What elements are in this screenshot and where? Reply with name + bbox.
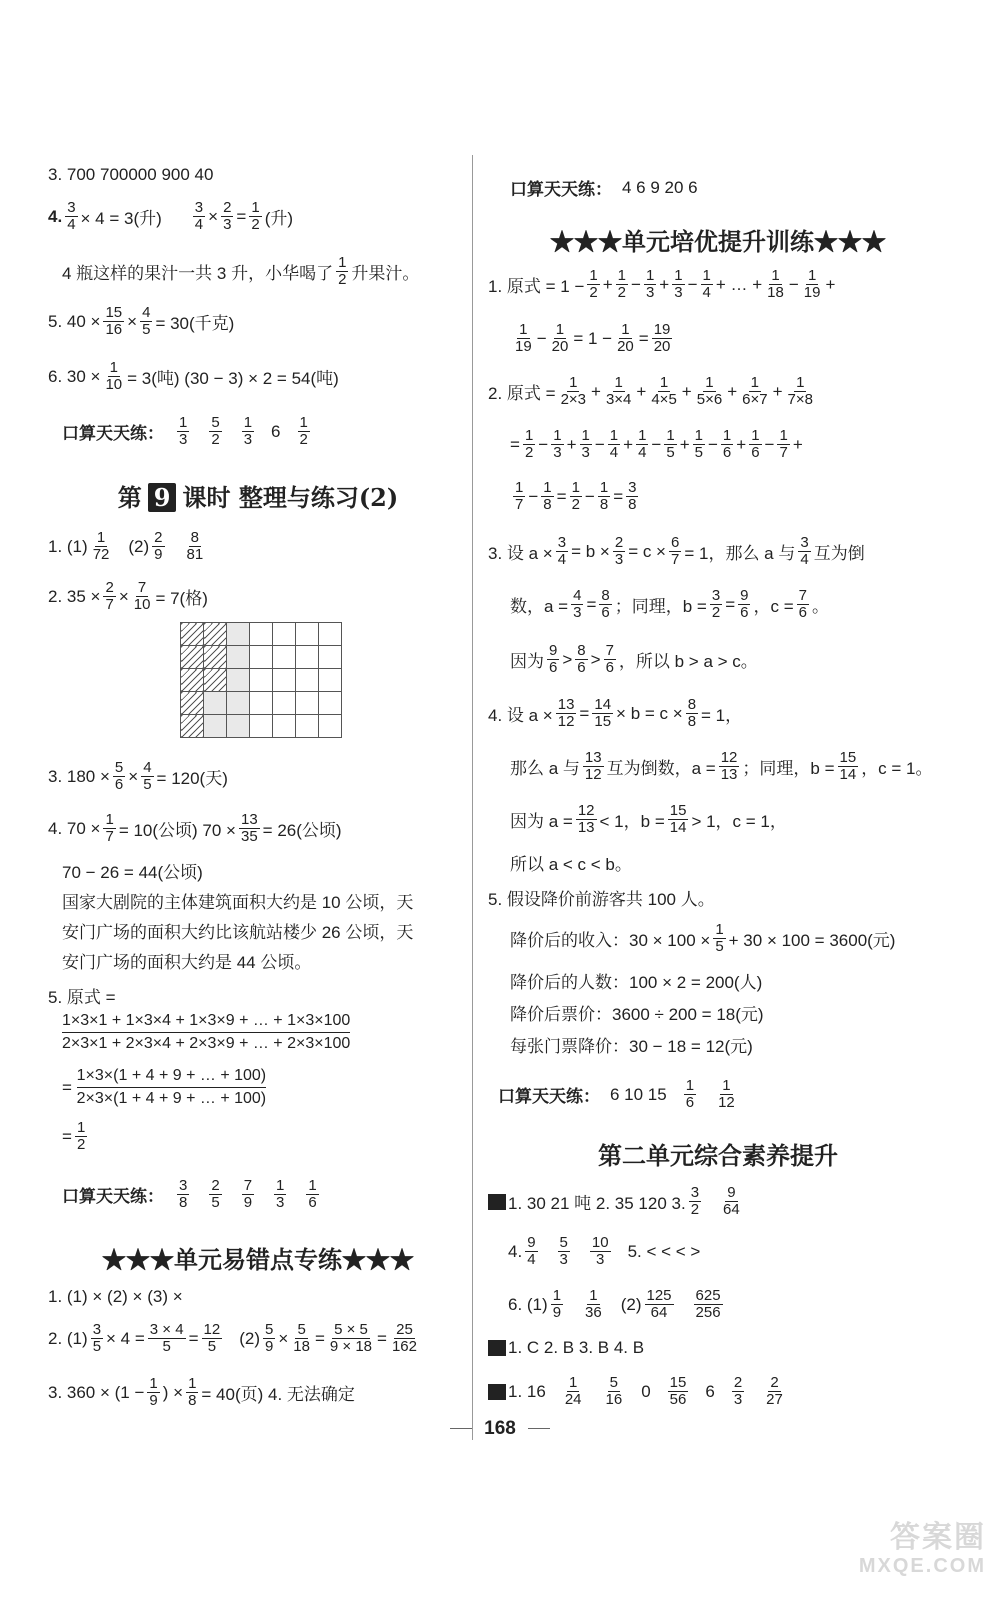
- section-two-icon: [488, 1340, 506, 1356]
- error-q2: 2. (1) $\frac{3}{5}$ × 4 = $\frac{3 \times 4}{5}$ = $\frac{12}{5}$ (2) $\frac{5}{9}$ × $\frac{5}{18}$ = $\frac{5 \times 5}{9 \times 18}$ = $\frac{25}{162}$: [48, 1321, 417, 1355]
- comprehensive-heading: 第二单元综合素养提升: [598, 1141, 838, 1170]
- lesson-q4-line2: 70 − 26 = 44(公顷): [62, 863, 203, 882]
- unit-q1-line2: $\frac{1}{19}$ − $\frac{1}{20}$ = 1 − $\frac{1}{20}$ = $\frac{19}{20}$: [515, 321, 671, 355]
- unit-q4-line2: 那么 a 与 $\frac{13}{12}$ 互为倒数，a = $\frac{12}{13}$ ；同理，b = $\frac{15}{14}$ ，c = 1。: [510, 749, 933, 783]
- error-q3: 3. 360 × (1 − $\frac{1}{9}$ ) × $\frac{1}{8}$ = 40(页) 4. 无法确定: [48, 1375, 355, 1409]
- section-one-icon: [488, 1194, 506, 1210]
- answer-6: 6. 30 × $\frac{1}{10}$ = 3(吨) (30 − 3) × 2 = 54(吨): [48, 359, 339, 393]
- unit-q5-line3: 降价后的人数：100 × 2 = 200(人): [510, 973, 763, 992]
- lesson-heading: 第 9 课时 整理与练习(2): [117, 483, 399, 512]
- section-three-icon: [488, 1384, 506, 1400]
- lesson-q2: 2. 35 × $\frac{2}{7}$ × $\frac{7}{10}$ = 7(格): [48, 579, 208, 613]
- lesson-q1: 1. (1) $\frac{1}{72}$ (2) $\frac{2}{9}$ $\frac{8}{81}$: [48, 529, 204, 563]
- lesson-q3: 3. 180 × $\frac{5}{6}$ × $\frac{4}{5}$ = 120(天): [48, 759, 228, 793]
- lesson-q4: 4. 70 × $\frac{1}{7}$ = 10(公顷) 70 × $\frac{13}{35}$ = 26(公顷): [48, 811, 342, 845]
- watermark-logo: 答案圈: [890, 1521, 986, 1554]
- unit-q3-line3: 因为 $\frac{9}{6}$ > $\frac{8}{6}$ > $\frac{7}{6}$ ，所以 b > a > c。: [510, 642, 758, 676]
- grid-diagram: [180, 622, 342, 738]
- watermark-url: MXQE.COM: [858, 1555, 986, 1577]
- lesson-q5: 5. 原式 =: [48, 988, 116, 1007]
- unit-q5-line5: 每张门票降价：30 − 18 = 12(元): [510, 1037, 753, 1056]
- kou-suan-1: 口算天天练： $\frac{1}{3}$ $\frac{5}{2}$ $\frac{1}{3}$ 6 $\frac{1}{2}$: [62, 414, 308, 448]
- unit-q2: 2. 原式 = $\frac{1}{2\times 3}$ + $\frac{1}{3\times 4}$ + $\frac{1}{4\times 5}$ + $\frac{1}{5\times 6}$ + $\frac{1}{6\times 7}$ + $\frac{1}{7\times 8}$: [488, 374, 813, 408]
- error-q1: 1. (1) × (2) × (3) ×: [48, 1287, 183, 1306]
- page-number: 168: [0, 1418, 1000, 1440]
- kou-suan-2: 口算天天练： $\frac{3}{8}$ $\frac{2}{5}$ $\frac{7}{9}$ $\frac{1}{3}$ $\frac{1}{6}$: [62, 1177, 317, 1211]
- unit-q2-line3: $\frac{1}{7}$ − $\frac{1}{8}$ = $\frac{1}{2}$ − $\frac{1}{8}$ = $\frac{3}{8}$: [515, 479, 637, 513]
- comp-section-3: 1. 16 $\frac{1}{24}$ $\frac{5}{16}$ 0 $\frac{15}{56}$ 6 $\frac{2}{3}$ $\frac{2}{27}$: [488, 1375, 788, 1408]
- unit-q5-line4: 降价后票价：3600 ÷ 200 = 18(元): [510, 1005, 764, 1024]
- unit-q5-line2: 降价后的收入：30 × 100 × $\frac{1}{5}$ + 30 × 100 = 3600(元): [510, 921, 896, 955]
- lesson-q5-result: = $\frac{1}{2}$: [62, 1119, 86, 1153]
- unit-q4-line3: 因为 a = $\frac{12}{13}$ < 1，b = $\frac{15}{14}$ > 1，c = 1，: [510, 802, 787, 836]
- answer-4: 4. $\frac{3}{4}$ × 4 = 3(升) $\frac{3}{4}$ × $\frac{2}{3}$ = $\frac{1}{2}$ (升): [48, 199, 294, 233]
- unit-q3-line2: 数，a = $\frac{4}{3}$ = $\frac{8}{6}$ ；同理，b = $\frac{3}{2}$ = $\frac{9}{6}$ ，c = $\frac{7}{6}$ 。: [510, 587, 829, 621]
- column-divider: [472, 155, 473, 1440]
- error-practice-heading: ★★★单元易错点专练★★★: [102, 1245, 414, 1274]
- unit-q5: 5. 假设降价前游客共 100 人。: [488, 890, 715, 909]
- kou-suan-3: 口算天天练： 4 6 9 20 6: [510, 177, 698, 199]
- answer-3: 3. 700 700000 900 40: [48, 165, 214, 184]
- unit-q1: 1. 原式 = 1 − $\frac{1}{2}$ + $\frac{1}{2}$ − $\frac{1}{3}$ + $\frac{1}{3}$ − $\frac{1}{4}$ + … + $\frac{1}{18}$ − $\frac{1}{19}$ +: [488, 267, 836, 301]
- comp-section-2: 1. C 2. B 3. B 4. B: [488, 1338, 644, 1358]
- unit-q2-line2: = $\frac{1}{2}$ − $\frac{1}{3}$ + $\frac{1}{3}$ − $\frac{1}{4}$ + $\frac{1}{4}$ − $\frac{1}{5}$ + $\frac{1}{5}$ − $\frac{1}{6}$ + $\frac{1}{6}$ − $\frac{1}{7}$ +: [510, 427, 803, 461]
- lesson-q5-frac2: = 1×3×(1 + 4 + 9 + … + 100) 2×3×(1 + 4 + 9 + … + 100): [62, 1067, 267, 1107]
- unit-q3: 3. 设 a × $\frac{3}{4}$ = b × $\frac{2}{3}$ = c × $\frac{6}{7}$ = 1，那么 a 与 $\frac{3}{4}$ 互为倒: [488, 534, 865, 568]
- lesson-q4-line5: 安门广场的面积大约是 44 公顷。: [62, 953, 312, 972]
- lesson-q5-frac: 1×3×1 + 1×3×4 + 1×3×9 + … + 1×3×100 2×3×1 + 2×3×4 + 2×3×9 + … + 2×3×100: [62, 1012, 351, 1052]
- lesson-q4-line3: 国家大剧院的主体建筑面积大约是 10 公顷，天: [62, 893, 414, 912]
- answer-4-text: 4 瓶这样的果汁一共 3 升，小华喝了 $\frac{1}{2}$ 升果汁。: [62, 254, 420, 288]
- unit-q4-line4: 所以 a < c < b。: [510, 855, 632, 874]
- answer-5: 5. 40 × $\frac{15}{16}$ × $\frac{4}{5}$ = 30(千克): [48, 304, 235, 338]
- unit-training-heading: ★★★单元培优提升训练★★★: [550, 227, 886, 256]
- kou-suan-4: 口算天天练： 6 10 15 $\frac{1}{6}$ $\frac{1}{12}$: [498, 1077, 735, 1111]
- lesson-q4-line4: 安门广场的面积大约比该航站楼少 26 公顷，天: [62, 923, 414, 942]
- unit-q4: 4. 设 a × $\frac{13}{12}$ = $\frac{14}{15}$ × b = c × $\frac{8}{8}$ = 1，: [488, 696, 743, 730]
- comp-section-1-line2: 4. $\frac{9}{4}$ $\frac{5}{3}$ $\frac{10}{3}$ 5. < < < >: [508, 1234, 701, 1268]
- comp-section-1-line3: 6. (1) $\frac{1}{9}$ $\frac{1}{36}$ (2) $\frac{125}{64}$ $\frac{625}{256}$: [508, 1287, 721, 1321]
- comp-section-1: 1. 30 21 吨 2. 35 120 3. $\frac{3}{2}$ $\frac{9}{64}$: [488, 1185, 745, 1218]
